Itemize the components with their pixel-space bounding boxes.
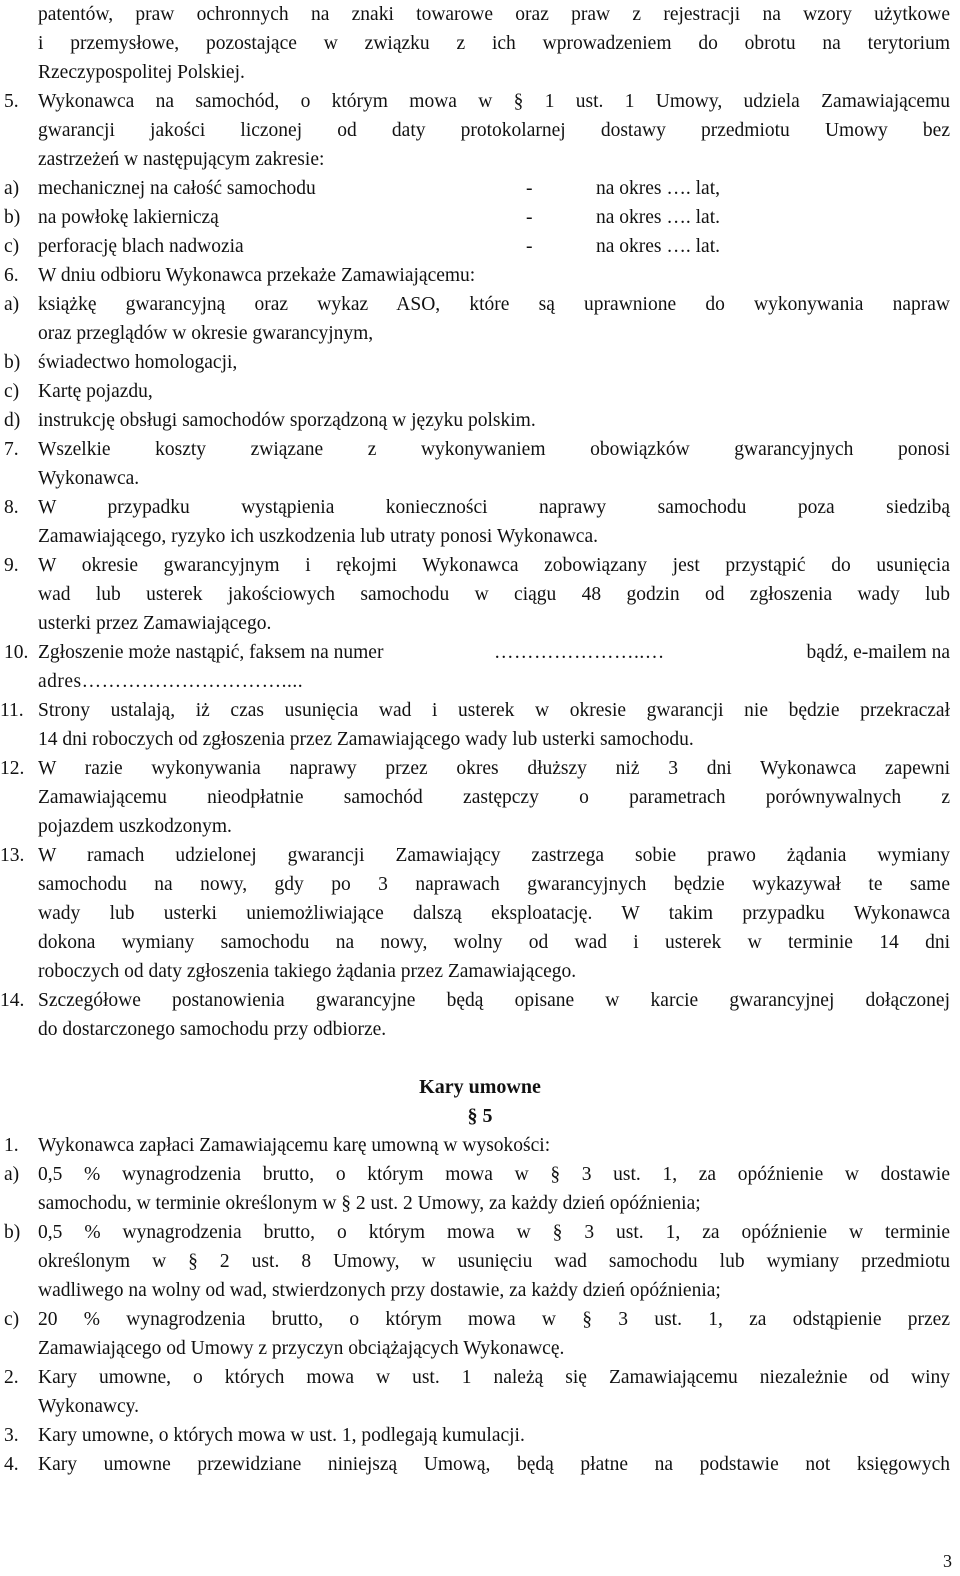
item-6-a-line: oraz przeglądów w okresie gwarancyjnym,: [38, 323, 374, 344]
row-text: na powłokę lakierniczą: [38, 207, 219, 228]
section-paragraph-number: § 5: [467, 1105, 493, 1127]
row-period: na okres …. lat.: [596, 236, 721, 257]
penalty-1-c-line: 20 % wynagrodzenia brutto, o którym mowa w § 3 ust. 1, za odstąpienie przez: [38, 1309, 950, 1330]
item-number: 10.: [4, 642, 29, 663]
sub-label: a): [4, 1164, 20, 1185]
paragraph-line: patentów, praw ochronnych na znaki towarowe oraz praw z rejestracji na wzory użytkowe: [38, 4, 950, 25]
item-6-b-line: świadectwo homologacji,: [38, 352, 238, 373]
row-text: perforację blach nadwozia: [38, 236, 244, 257]
item-13-line: samochodu na nowy, gdy po 3 naprawach gwarancyjnych będzie wykazywał te same: [38, 874, 950, 895]
item-number: 4.: [4, 1454, 19, 1475]
item-number: 7.: [4, 439, 19, 460]
sub-label: a): [4, 294, 20, 315]
penalty-1-c-line: Zamawiającego od Umowy z przyczyn obciążających Wykonawcę.: [38, 1338, 565, 1359]
item-number: 6.: [4, 265, 19, 286]
warranty-row: [0, 232, 960, 261]
paragraph-line: i przemysłowe, pozostające w związku z ich wprowadzeniem do obrotu na terytorium: [38, 33, 950, 54]
row-dash: -: [526, 207, 533, 228]
item-number: 12.: [0, 758, 25, 779]
item-6-c-line: Kartę pojazdu,: [38, 381, 153, 402]
row-label: c): [4, 236, 20, 257]
item-10-line: [38, 638, 950, 667]
item-13-line: dokona wymiany samochodu na nowy, wolny od wad i usterek w terminie 14 dni: [38, 932, 950, 953]
penalty-1-a-line: samochodu, w terminie określonym w § 2 ust. 2 Umowy, za każdy dzień opóźnienia;: [38, 1193, 701, 1214]
item-13-line: roboczych od daty zgłoszenia takiego żądania przez Zamawiającego.: [38, 961, 577, 982]
fax-label: Zgłoszenie może nastąpić, faksem na numer: [38, 642, 384, 663]
item-number: 2.: [4, 1367, 19, 1388]
penalty-1-line: Wykonawca zapłaci Zamawiającemu karę umowną w wysokości:: [38, 1135, 551, 1156]
item-6-line: W dniu odbioru Wykonawca przekaże Zamawiającemu:: [38, 265, 476, 286]
warranty-row: [0, 203, 960, 232]
item-6-a-line: książkę gwarancyjną oraz wykaz ASO, które są uprawnione do wykonywania napraw: [38, 294, 950, 315]
row-label: a): [4, 178, 20, 199]
item-12-line: Zamawiającemu nieodpłatnie samochód zastępczy o parametrach porównywalnych z: [38, 787, 950, 808]
paragraph-line: Rzeczypospolitej Polskiej.: [38, 62, 245, 83]
item-9-line: W okresie gwarancyjnym i rękojmi Wykonawca zobowiązany jest przystąpić do usunięcia: [38, 555, 950, 576]
section-title: Kary umowne: [419, 1076, 541, 1098]
row-dash: -: [526, 178, 533, 199]
row-period: na okres …. lat,: [596, 178, 721, 199]
penalty-1-b-line: określonym w § 2 ust. 8 Umowy, w usunięciu wad samochodu lub wymiany przedmiotu: [38, 1251, 950, 1272]
row-label: b): [4, 207, 21, 228]
item-number: 1.: [4, 1135, 19, 1156]
item-number: 9.: [4, 555, 19, 576]
sub-label: b): [4, 1222, 21, 1243]
email-address-blank: adres…………………………....: [38, 671, 304, 692]
item-8-line: W przypadku wystąpienia konieczności naprawy samochodu poza siedzibą: [38, 497, 950, 518]
item-6-d-line: instrukcję obsługi samochodów sporządzoną w języku polskim.: [38, 410, 536, 431]
item-12-line: W razie wykonywania naprawy przez okres dłuższy niż 3 dni Wykonawca zapewni: [38, 758, 950, 779]
item-8-line: Zamawiającego, ryzyko ich uszkodzenia lub utraty ponosi Wykonawca.: [38, 526, 598, 547]
item-11-line: Strony ustalają, iż czas usunięcia wad i usterek w okresie gwarancji nie będzie przekraczał: [38, 700, 950, 721]
penalty-1-b-line: wadliwego na wolny od wad, stwierdzonych przy dostawie, za każdy dzień opóźnienia;: [38, 1280, 721, 1301]
item-11-line: 14 dni roboczych od zgłoszenia przez Zamawiającego wady lub usterki samochodu.: [38, 729, 694, 750]
item-9-line: usterki przez Zamawiającego.: [38, 613, 272, 634]
item-14-line: Szczegółowe postanowienia gwarancyjne będą opisane w karcie gwarancyjnej dołączonej: [38, 990, 950, 1011]
penalty-3-line: Kary umowne, o których mowa w ust. 1, podlegają kumulacji.: [38, 1425, 525, 1446]
penalty-2-line: Wykonawcy.: [38, 1396, 139, 1417]
item-number: 8.: [4, 497, 19, 518]
sub-label: b): [4, 352, 21, 373]
row-period: na okres …. lat.: [596, 207, 721, 228]
item-12-line: pojazdem uszkodzonym.: [38, 816, 232, 837]
fax-number-blank: …………………..…: [494, 642, 665, 663]
penalty-4-line: Kary umowne przewidziane niniejszą Umową, będą płatne na podstawie not księgowych: [38, 1454, 950, 1475]
item-9-line: wad lub usterek jakościowych samochodu w ciągu 48 godzin od zgłoszenia wady lub: [38, 584, 950, 605]
sub-label: d): [4, 410, 21, 431]
item-13-line: wady lub usterki uniemożliwiające dalszą eksploatację. W takim przypadku Wykonawca: [38, 903, 950, 924]
item-5-line: zastrzeżeń w następującym zakresie:: [38, 149, 325, 170]
item-7-line: Wszelkie koszty związane z wykonywaniem obowiązków gwarancyjnych ponosi: [38, 439, 950, 460]
item-number: 5.: [4, 91, 19, 112]
item-5-line: Wykonawca na samochód, o którym mowa w § 1 ust. 1 Umowy, udziela Zamawiającemu: [38, 91, 950, 112]
item-5-line: gwarancji jakości liczonej od daty protokolarnej dostawy przedmiotu Umowy bez: [38, 120, 950, 141]
item-number: 14.: [0, 990, 25, 1011]
penalty-1-a-line: 0,5 % wynagrodzenia brutto, o którym mowa w § 3 ust. 1, za opóźnienie w dostawie: [38, 1164, 950, 1185]
penalty-2-line: Kary umowne, o których mowa w ust. 1 należą się Zamawiającemu niezależnie od winy: [38, 1367, 950, 1388]
item-number: 3.: [4, 1425, 19, 1446]
row-text: mechanicznej na całość samochodu: [38, 178, 316, 199]
sub-label: c): [4, 381, 20, 402]
item-number: 11.: [0, 700, 24, 721]
penalty-1-b-line: 0,5 % wynagrodzenia brutto, o którym mowa w § 3 ust. 1, za opóźnienie w terminie: [38, 1222, 950, 1243]
page-number: 3: [943, 1551, 952, 1571]
sub-label: c): [4, 1309, 20, 1330]
item-7-line: Wykonawca.: [38, 468, 140, 489]
item-13-line: W ramach udzielonej gwarancji Zamawiający zastrzega sobie prawo żądania wymiany: [38, 845, 950, 866]
email-label: bądź, e-mailem na: [806, 642, 950, 663]
item-number: 13.: [0, 845, 25, 866]
warranty-row: [0, 174, 960, 203]
item-14-line: do dostarczonego samochodu przy odbiorze.: [38, 1019, 387, 1040]
row-dash: -: [526, 236, 533, 257]
